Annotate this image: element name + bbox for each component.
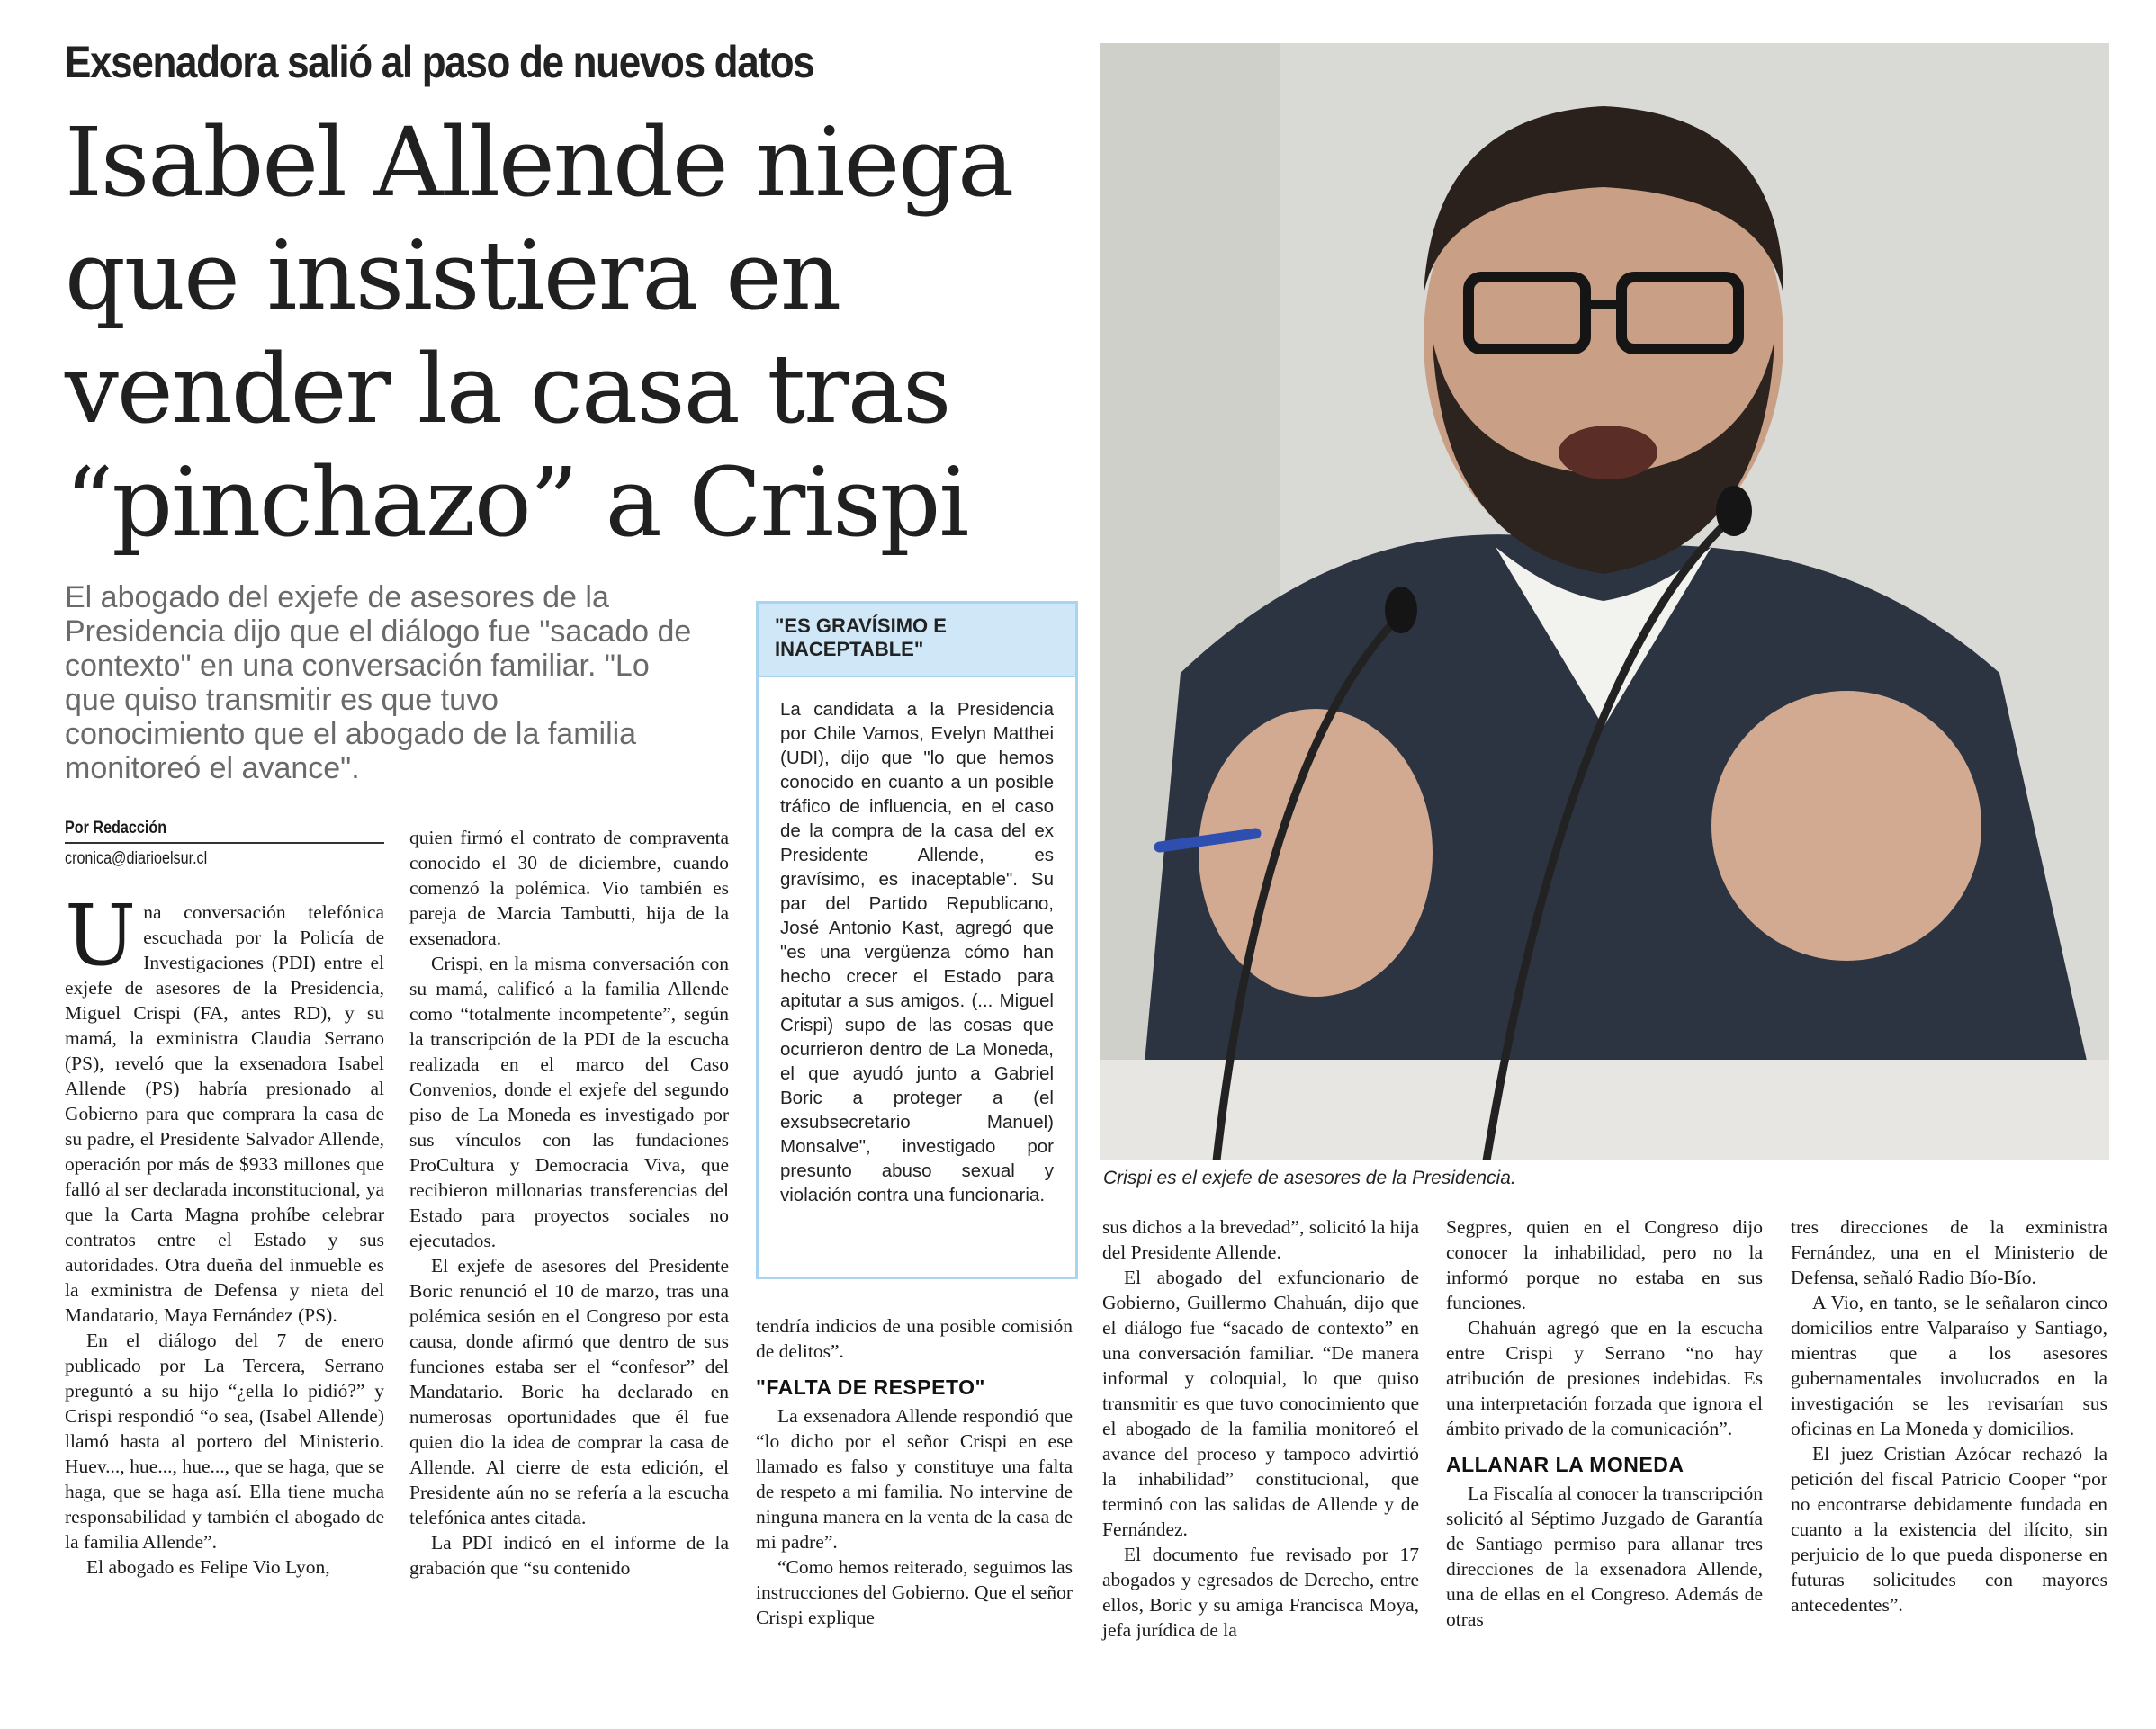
photo-crispi [1100, 43, 2109, 1160]
deck-line: conocimiento que el abogado de la familia [65, 717, 637, 751]
paragraph: El juez Cristian Azócar rechazó la petición del fiscal Patricio Cooper “por no encontrarse debidamente fundada en cuanto a la existencia del ilícito, sin perjuicio de lo que pueda disponerse en futuras solicitudes con mayores antecedentes”. [1791, 1443, 2107, 1616]
paragraph: “Como hemos reiterado, seguimos las instrucciones del Gobierno. Que el señor Crispi explique [756, 1556, 1073, 1628]
sidebar-body: La candidata a la Presidencia por Chile Vamos, Evelyn Matthei (UDI), dijo que "lo que hemos conocido en cuanto a un posible tráfico de influencia, en el caso de la compra de la casa del ex Presidente Allende, es gravísimo, es inaceptable". Su par del Partido Republicano, José Antonio Kast, agregó que "es una vergüenza cómo han hecho crecer el Estado para apitutar a sus amigos. (... Miguel Crispi) supo de las cosas que ocurrieron dentro de La Moneda, el que ayudó junto a Gabriel Boric a proteger a (el exsubsecretario Manuel) Monsalve", investigado por presunto abuso sexual y violación contra una funcionaria. [780, 699, 1054, 1205]
headline-line: “pinchazo” a Crispi [65, 447, 968, 558]
headline-line: que insistiera en [65, 220, 840, 331]
deck-line: El abogado del exjefe de asesores de la [65, 580, 609, 614]
paragraph: Segpres, quien en el Congreso dijo conocer la inhabilidad, pero no la informó porque no estaba en sus funciones. [1446, 1216, 1763, 1313]
paragraph: Chahuán agregó que en la escucha entre Crispi y Serrano “no hay atribución de presiones indebidas. Es una interpretación forzada que ignora el ámbito privado de la comunicación”. [1446, 1317, 1763, 1439]
paragraph: tendría indicios de una posible comisión de delitos”. [756, 1315, 1073, 1362]
paragraph: La PDI indicó en el informe de la grabación que “su contenido [409, 1532, 729, 1579]
article-column-1 [65, 887, 384, 1580]
paragraph: El abogado del exfuncionario de Gobierno, Guillermo Chahuán, dijo que el diálogo fue “sacado de contexto” en una conversación familiar. “De manera informal y coloquial, lo que quiso transmitir es que tuvo conocimiento que el abogado de la familia monitoreó el avance del proceso y tampoco advirtió la inhabilidad” constitucional, que terminó con las salidas de Allende y de Fernández. [1102, 1267, 1419, 1540]
deck-line: que quiso transmitir es que tuvo [65, 683, 499, 717]
photo-caption: Crispi es el exjefe de asesores de la Presidencia. [1103, 1168, 1516, 1188]
paragraph: sus dichos a la brevedad”, solicitó la hija del Presidente Allende. [1102, 1216, 1419, 1263]
headline-line: Isabel Allende niega [65, 107, 1013, 218]
article-column-2 [409, 825, 729, 1581]
paragraph: En el diálogo del 7 de enero publicado por La Tercera, Serrano preguntó a su hijo “¿ella lo pidió?” y Crispi respondió “o sea, (Isabel Allende) llamó hasta al portero del Ministerio. Huev..., hue..., hue..., que se haga, que se haga, que se haga así. Ella tiene mucha responsabilidad y también el abogado de la familia Allende”. [65, 1330, 384, 1553]
paragraph: El exjefe de asesores del Presidente Boric renunció el 10 de marzo, tras una polémica sesión en el Congreso por esta causa, donde afirmó que dentro de sus funciones estaba ser el “confesor” del Mandatario. Boric ha declarado en numerosas oportunidades que él fue quien dio la idea de comprar la casa de Allende. Al cierre de esta edición, el Presidente aún no se refería a la escucha telefónica antes citada. [409, 1255, 729, 1528]
paragraph: El abogado es Felipe Vio Lyon, [86, 1556, 330, 1578]
byline-name: Por Redacción [65, 819, 167, 838]
headline [65, 106, 1091, 560]
article-column-5 [1446, 1214, 1763, 1632]
sidebar-title: "ES GRAVÍSIMO E INACEPTABLE" [759, 604, 1075, 677]
drop-cap: U [65, 887, 137, 985]
paragraph: quien firmó el contrato de compraventa conocido el 30 de diciembre, cuando comenzó la polémica. Vio también es pareja de Marcia Tambutti, hija de la exsenadora. [409, 827, 729, 949]
sidebar-box [756, 601, 1078, 1279]
byline [65, 819, 384, 844]
byline-email: cronica@diarioelsur.cl [65, 849, 208, 868]
deck-line: monitoreó el avance". [65, 751, 360, 785]
paragraph: Crispi, en la misma conversación con su mamá, calificó a la familia Allende como “totalmente incompetente”, según la transcripción de la PDI de la escucha realizada en el marco del Caso Convenios, donde el exjefe del segundo piso de La Moneda es investigado por sus vínculos con las fundaciones ProCultura y Democracia Viva, que recibieron millonarias transferencias del Estado para proyectos sociales no ejecutados. [409, 953, 729, 1251]
photo-illustration [1100, 43, 2109, 1160]
subhead: ALLANAR LA MONEDA [1446, 1453, 1684, 1476]
paragraph: La Fiscalía al conocer la transcripción solicitó al Séptimo Juzgado de Garantía de Santiago permiso para allanar tres direcciones de la exsenadora Allende, una de ellas en el Congreso. Además de otras [1446, 1483, 1763, 1630]
article-column-3 [756, 1313, 1073, 1630]
deck [65, 580, 749, 785]
subhead: "FALTA DE RESPETO" [756, 1375, 985, 1399]
headline-line: vender la casa tras [65, 334, 950, 444]
deck-line: contexto" en una conversación familiar. "Lo [65, 649, 650, 683]
paragraph: El documento fue revisado por 17 abogados y egresados de Derecho, entre ellos, Boric y su amiga Francisca Moya, jefa jurídica de la [1102, 1544, 1419, 1641]
paragraph: tres direcciones de la exministra Fernández, una en el Ministerio de Defensa, señaló Radio Bío-Bío. [1791, 1216, 2107, 1288]
article-column-6 [1791, 1214, 2107, 1617]
kicker: Exsenadora salió al paso de nuevos datos [65, 37, 814, 87]
paragraph: na conversación telefónica escuchada por la Policía de Investigaciones (PDI) entre el exjefe de asesores de la Presidencia, Miguel Crispi (FA, antes RD), y su mamá, la exministra Claudia Serrano (PS), reveló que la exsenadora Isabel Allende (PS) habría presionado al Gobierno para que comprara la casa de su padre, el Presidente Salvador Allende, operación por más de $933 millones que falló al ser declarada inconstitucional, ya que la Carta Magna prohíbe celebrar contratos entre el Estado y sus autoridades. Otra dueña del inmueble es la exministra de Defensa y nieta del Mandatario, Maya Fernández (PS). [65, 901, 384, 1326]
article-column-4 [1102, 1214, 1419, 1643]
paragraph: La exsenadora Allende respondió que “lo dicho por el señor Crispi en ese llamado es falso y constituye una falta de respeto a mi familia. No intervine de ninguna manera en la venta de la casa de mi padre”. [756, 1405, 1073, 1553]
paragraph: A Vio, en tanto, se le señalaron cinco domicilios entre Valparaíso y Santiago, mientras que a los asesores gubernamentales involucrados en la investigación se les revisarían sus oficinas en La Moneda y domicilios. [1791, 1292, 2107, 1439]
deck-line: Presidencia dijo que el diálogo fue "sacado de [65, 614, 692, 649]
